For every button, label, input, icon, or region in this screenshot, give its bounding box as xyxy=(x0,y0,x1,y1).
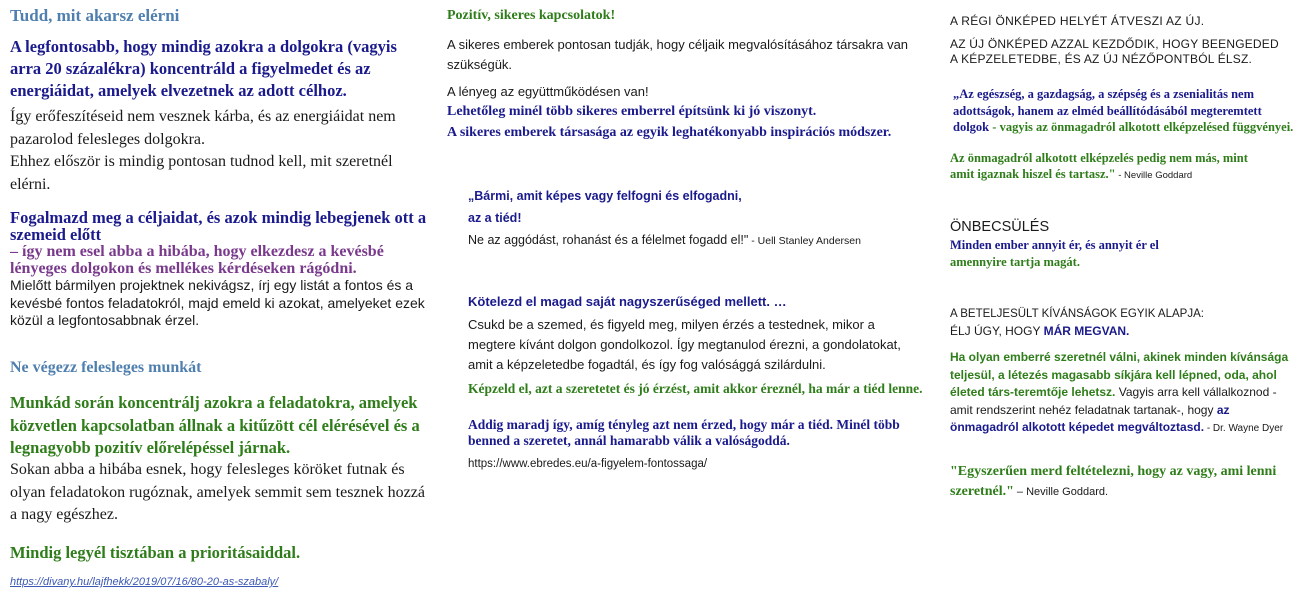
line-onbecsules-1: Minden ember annyit ér, és annyit ér el xyxy=(950,238,1159,252)
quote-goddard-1-blue: „Az egészség, a gazdagság, a szépség és a zsenialitás nem adottságok, hanem az elméd beállítódásából megteremtett dolgok xyxy=(953,87,1262,134)
heading-tudd: Tudd, mit akarsz elérni xyxy=(10,6,180,25)
quote-andersen-line1: „Bármi, amit képes vagy felfogni és elfogadni, xyxy=(468,189,742,203)
line-elj-ugy-bold: MÁR MEGVAN. xyxy=(1043,324,1130,338)
middle-column xyxy=(447,0,926,597)
paragraph-munkad: Munkád során koncentrálj azokra a feladatokra, amelyek közvetlen kapcsolatban állnak a kitűzött cél elérésével és a legnagyobb pozitív előrelépéssel járnak. xyxy=(10,393,420,457)
quote-goddard-3 xyxy=(950,462,1290,502)
quote-dyer-blue: az önmagadról alkotott képedet megváltoztasd. xyxy=(950,402,1230,434)
quote-dyer xyxy=(950,349,1300,438)
quote-goddard-1-dash: - xyxy=(989,120,1000,134)
paragraph-kepzeld-el: Képzeld el, azt a szeretetet és jó érzést, amit akkor éreznél, ha már a tiéd lenne. xyxy=(468,381,923,396)
paragraph-mielott: Mielőtt bármilyen projektnek nekivágsz, írj egy listát a fontos és a kevésbé fontos feladatokról, majd emeld ki azokat, amelyeket ezek közül a legfontosabbnak érzel. xyxy=(10,277,425,328)
heading-ne-vegezz: Ne végezz felesleges munkát xyxy=(10,359,202,376)
quote-goddard-3-author: – Neville Goddard. xyxy=(1013,486,1109,498)
line-elj-ugy xyxy=(950,324,1306,338)
line-beteljesult: A BETELJESÜLT KÍVÁNSÁGOK EGYIK ALAPJA: xyxy=(950,308,1204,320)
paragraph-addig-maradj: Addig maradj így, amíg tényleg azt nem érzed, hogy már a tiéd. Minél több benned a szeretet, annál hamarabb válik a valóságoddá. xyxy=(468,417,900,448)
paragraph-lenyeg: A lényeg az együttműködésen van! xyxy=(447,84,649,99)
line-uj-onkep-2: A KÉPZELETEDBE, ÉS AZ ÚJ NÉZŐPONTBÓL ÉLSZ. xyxy=(950,52,1253,66)
line-regi-onkep: A RÉGI ÖNKÉPED HELYÉT ÁTVESZI AZ ÚJ. xyxy=(950,14,1205,28)
line-elj-ugy-text: ÉLJ ÚGY, HOGY xyxy=(950,324,1044,338)
paragraph-lehetoleg: Lehetőleg minél több sikeres emberrel építsünk ki jó viszonyt. xyxy=(447,104,817,119)
paragraph-ehhez: Ehhez először is mindig pontosan tudnod kell, mit szeretnél elérni. xyxy=(10,153,393,193)
paragraph-csukd-be: Csukd be a szemed, és figyeld meg, milyen érzés a testednek, mikor a megtere kívánt dolgon gondolkozol. Így megtanulod érezni, a gondolatokat, amit a képzeletedbe fogadtál, és így fog valósággá szilárdulni. xyxy=(468,317,901,372)
quote-goddard-3-text: "Egyszerűen merd feltételezni, hogy az vagy, ami lenni szeretnél." xyxy=(950,464,1277,499)
quote-goddard-1-green: vagyis az önmagadról alkotott elképzelésed függvényei. xyxy=(999,120,1294,134)
paragraph-erofeszitesek: Így erőfeszítéseid nem vesznek kárba, és az energiáidat nem pazarolod felesleges dolgokra. xyxy=(10,108,396,148)
quote-andersen xyxy=(468,189,926,249)
paragraph-prioritasok: Mindig legyél tisztában a prioritásaiddal. xyxy=(10,543,301,562)
line-uj-onkep-1: AZ ÚJ ÖNKÉPED AZZAL KEZDŐDIK, HOGY BEENGEDED xyxy=(950,37,1279,51)
quote-andersen-line2: az a tiéd! xyxy=(468,211,522,225)
paragraph-igy-nem-esel: – így nem esel abba a hibába, hogy elkezdesz a kevésbé lényeges dolgokon és mellékes kérdéseken rágódni. xyxy=(10,243,384,277)
heading-kotelezd: Kötelezd el magad saját nagyszerűséged mellett. … xyxy=(468,294,787,309)
paragraph-sokan: Sokan abba a hibába esnek, hogy felesleges köröket futnak és olyan feladatokon rugóznak, amelyek semmit sem tesznek hozzá a nagy egészhez. xyxy=(10,461,425,523)
heading-onbecsules: ÖNBECSÜLÉS xyxy=(950,219,1050,235)
quote-andersen-line3 xyxy=(468,231,926,249)
quote-andersen-author: - Uell Stanley Andersen xyxy=(748,235,861,247)
quote-goddard-1 xyxy=(953,86,1298,136)
quote-goddard-2-text: Az önmagadról alkotott elképzelés pedig nem más, mint amit igaznak hiszel és tartasz." xyxy=(950,151,1248,181)
quote-dyer-author: - Dr. Wayne Dyer xyxy=(1204,423,1284,434)
quote-goddard-2 xyxy=(950,150,1260,184)
line-onbecsules-2: amennyire tartja magát. xyxy=(950,255,1080,269)
right-column xyxy=(950,0,1306,597)
paragraph-sikeres-emberek: A sikeres emberek pontosan tudják, hogy céljaik megvalósításához társakra van szükségük. xyxy=(447,37,909,72)
paragraph-fogalmazd: Fogalmazd meg a céljaidat, és azok mindig lebegjenek ott a szemeid előtt xyxy=(10,208,427,244)
quote-goddard-2-author: - Neville Goddard xyxy=(1115,170,1193,181)
left-column xyxy=(10,0,430,597)
source-link-divany[interactable]: https://divany.hu/lajfhekk/2019/07/16/80-20-as-szabaly/ xyxy=(10,576,279,588)
source-link-ebredes[interactable]: https://www.ebredes.eu/a-figyelem-fontossaga/ xyxy=(468,458,708,470)
paragraph-legfontosabb: A legfontosabb, hogy mindig azokra a dolgokra (vagyis arra 20 százalékra) koncentráld a figyelmedet és az energiáidat, amelyek elvezetnek az adott célhoz. xyxy=(10,37,397,100)
heading-pozitiv: Pozitív, sikeres kapcsolatok! xyxy=(447,8,616,23)
quote-dyer-black: Vagyis arra kell vállalkoznod - amit rendszerint nehéz feladatnak tartanak-, hogy xyxy=(950,385,1277,417)
paragraph-tarsasaga: A sikeres emberek társasága az egyik leghatékonyabb inspirációs módszer. xyxy=(447,125,892,140)
quote-dyer-green: Ha olyan emberré szeretnél válni, akinek minden kívánsága teljesül, a létezés magasabb síkjára kell lépned, oda, ahol életed társ-teremtője lehetsz. xyxy=(950,350,1289,399)
quote-andersen-text: Ne az aggódást, rohanást és a félelmet fogadd el!" xyxy=(468,233,749,247)
